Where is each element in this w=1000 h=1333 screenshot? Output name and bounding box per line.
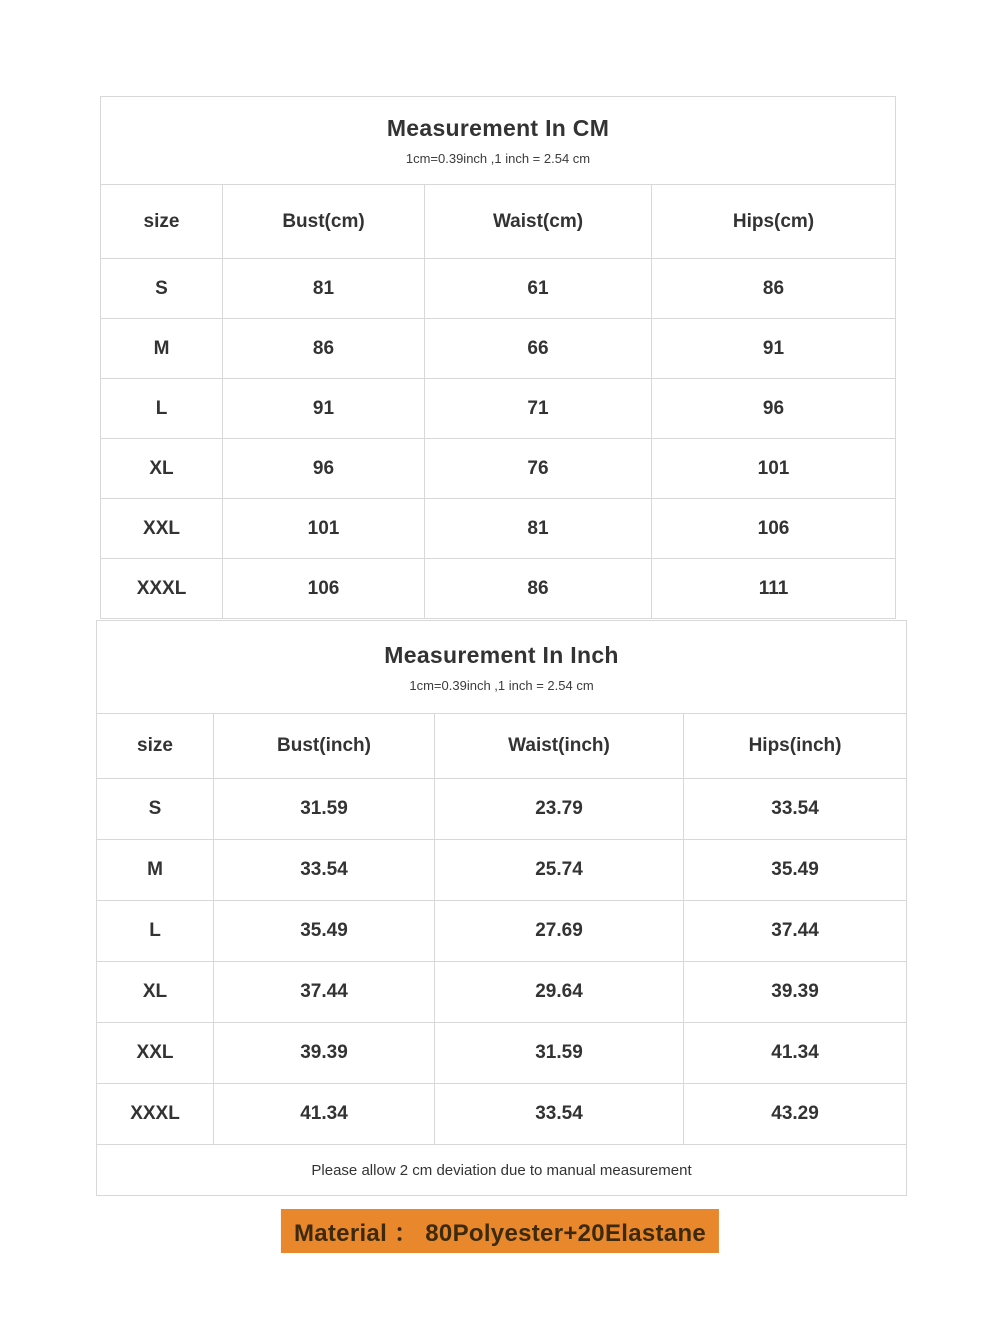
- value-cell: 31.59: [435, 1023, 684, 1084]
- value-cell: 101: [652, 439, 896, 499]
- value-cell: 86: [652, 259, 896, 319]
- size-cell: XXL: [97, 1023, 214, 1084]
- size-cell: XL: [97, 962, 214, 1023]
- size-cell: XXXL: [101, 559, 223, 619]
- material-banner: Material ： 80Polyester+20Elastane: [281, 1209, 719, 1253]
- column-header-size: size: [97, 714, 214, 779]
- inch-table-subtitle: 1cm=0.39inch ,1 inch = 2.54 cm: [409, 677, 594, 693]
- column-header-hips: Hips(inch): [684, 714, 907, 779]
- value-cell: 31.59: [214, 779, 435, 840]
- value-cell: 96: [652, 379, 896, 439]
- column-header-hips: Hips(cm): [652, 185, 896, 259]
- table-row: [97, 962, 907, 1023]
- value-cell: 35.49: [684, 840, 907, 901]
- size-cell: L: [101, 379, 223, 439]
- size-cell: L: [97, 901, 214, 962]
- value-cell: 76: [425, 439, 652, 499]
- size-cell: XXL: [101, 499, 223, 559]
- table-row: [97, 1023, 907, 1084]
- value-cell: 106: [652, 499, 896, 559]
- cm-table-title-row: [101, 97, 896, 185]
- inch-table-title-row: [97, 621, 907, 714]
- value-cell: 41.34: [684, 1023, 907, 1084]
- value-cell: 25.74: [435, 840, 684, 901]
- size-cell: S: [101, 259, 223, 319]
- table-row: [101, 379, 896, 439]
- value-cell: 43.29: [684, 1084, 907, 1145]
- measurement-inch-table: [96, 620, 907, 1196]
- value-cell: 91: [223, 379, 425, 439]
- inch-table-header-row: [97, 714, 907, 779]
- value-cell: 33.54: [214, 840, 435, 901]
- size-cell: M: [101, 319, 223, 379]
- size-cell: S: [97, 779, 214, 840]
- value-cell: 86: [223, 319, 425, 379]
- table-row: [97, 779, 907, 840]
- value-cell: 71: [425, 379, 652, 439]
- value-cell: 37.44: [214, 962, 435, 1023]
- value-cell: 41.34: [214, 1084, 435, 1145]
- deviation-note-row: [97, 1145, 907, 1196]
- cm-table-title: Measurement In CM: [386, 115, 610, 141]
- value-cell: 96: [223, 439, 425, 499]
- size-cell: XXXL: [97, 1084, 214, 1145]
- value-cell: 66: [425, 319, 652, 379]
- size-cell: M: [97, 840, 214, 901]
- value-cell: 37.44: [684, 901, 907, 962]
- table-row: [101, 559, 896, 619]
- cm-table-header-row: [101, 185, 896, 259]
- value-cell: 101: [223, 499, 425, 559]
- value-cell: 39.39: [684, 962, 907, 1023]
- size-cell: XL: [101, 439, 223, 499]
- value-cell: 27.69: [435, 901, 684, 962]
- table-row: [97, 901, 907, 962]
- inch-table-title: Measurement In Inch: [384, 641, 619, 668]
- cm-table-subtitle: 1cm=0.39inch ,1 inch = 2.54 cm: [405, 151, 591, 166]
- value-cell: 29.64: [435, 962, 684, 1023]
- measurement-cm-table: [100, 96, 896, 619]
- table-row: [101, 259, 896, 319]
- column-header-waist: Waist(cm): [425, 185, 652, 259]
- table-row: [101, 319, 896, 379]
- table-row: [101, 499, 896, 559]
- table-row: [101, 439, 896, 499]
- table-row: [97, 840, 907, 901]
- deviation-note: Please allow 2 cm deviation due to manual measurement: [97, 1145, 907, 1196]
- column-header-bust: Bust(inch): [214, 714, 435, 779]
- value-cell: 33.54: [684, 779, 907, 840]
- value-cell: 81: [223, 259, 425, 319]
- value-cell: 86: [425, 559, 652, 619]
- value-cell: 91: [652, 319, 896, 379]
- value-cell: 111: [652, 559, 896, 619]
- value-cell: 61: [425, 259, 652, 319]
- column-header-size: size: [101, 185, 223, 259]
- value-cell: 39.39: [214, 1023, 435, 1084]
- value-cell: 35.49: [214, 901, 435, 962]
- value-cell: 33.54: [435, 1084, 684, 1145]
- value-cell: 23.79: [435, 779, 684, 840]
- column-header-waist: Waist(inch): [435, 714, 684, 779]
- value-cell: 81: [425, 499, 652, 559]
- column-header-bust: Bust(cm): [223, 185, 425, 259]
- table-row: [97, 1084, 907, 1145]
- value-cell: 106: [223, 559, 425, 619]
